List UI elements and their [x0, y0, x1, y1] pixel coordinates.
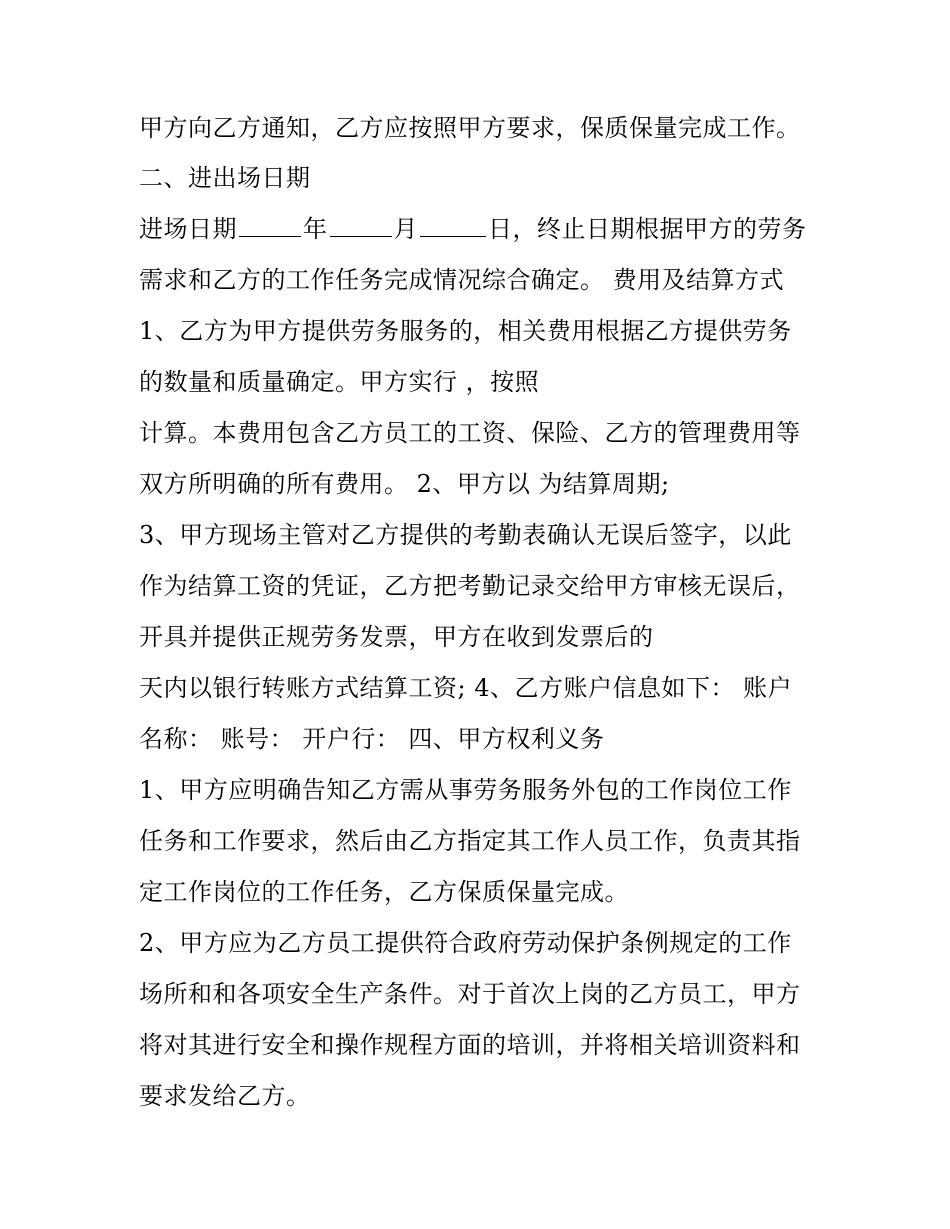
text-line: 的数量和质量确定。甲方实行 ，按照 [139, 368, 540, 396]
text-line: 计算。本费用包含乙方员工的工资、保险、乙方的管理费用等 [139, 419, 801, 447]
text-line: 甲方向乙方通知，乙方应按照甲方要求，保质保量完成工作。 [139, 114, 801, 142]
text-line: 需求和乙方的工作任务完成情况综合确定。 费用及结算方式 [139, 266, 785, 294]
year-label: 年 [303, 215, 328, 243]
day-suffix: 日，终止日期根据甲方的劳务 [488, 215, 807, 243]
text-line: 将对其进行安全和操作规程方面的培训，并将相关培训资料和 [139, 1031, 801, 1059]
text-line: 场所和和各项安全生产条件。对于首次上岗的乙方员工，甲方 [139, 980, 801, 1008]
text-line: 名称： 账号： 开户行： 四、甲方权利义务 [139, 725, 605, 753]
date-line [139, 213, 819, 245]
text-line: 任务和工作要求，然后由乙方指定其工作人员工作，负责其指 [139, 827, 801, 855]
text-line: 2、甲方应为乙方员工提供符合政府劳动保护条例规定的工作 [139, 929, 792, 957]
text-line: 作为结算工资的凭证，乙方把考勤记录交给甲方审核无误后， [139, 572, 801, 600]
month-blank [330, 214, 392, 237]
text-line: 要求发给乙方。 [139, 1082, 311, 1110]
date-prefix: 进场日期 [139, 215, 237, 243]
text-line: 天内以银行转账方式结算工资; 4、乙方账户信息如下： 账户 [139, 674, 793, 702]
month-label: 月 [393, 215, 418, 243]
section-heading: 二、进出场日期 [139, 164, 311, 192]
text-line: 开具并提供正规劳务发票，甲方在收到发票后的 [139, 623, 654, 651]
text-line: 1、甲方应明确告知乙方需从事劳务服务外包的工作岗位工作 [139, 776, 792, 804]
text-line: 3、甲方现场主管对乙方提供的考勤表确认无误后签字，以此 [139, 521, 792, 549]
text-line: 定工作岗位的工作任务，乙方保质保量完成。 [139, 878, 629, 906]
text-line: 双方所明确的所有费用。 2、甲方以 为结算周期; [139, 470, 670, 498]
day-blank [420, 214, 486, 237]
year-blank [239, 214, 301, 237]
text-line: 1、乙方为甲方提供劳务服务的，相关费用根据乙方提供劳务 [139, 317, 792, 345]
